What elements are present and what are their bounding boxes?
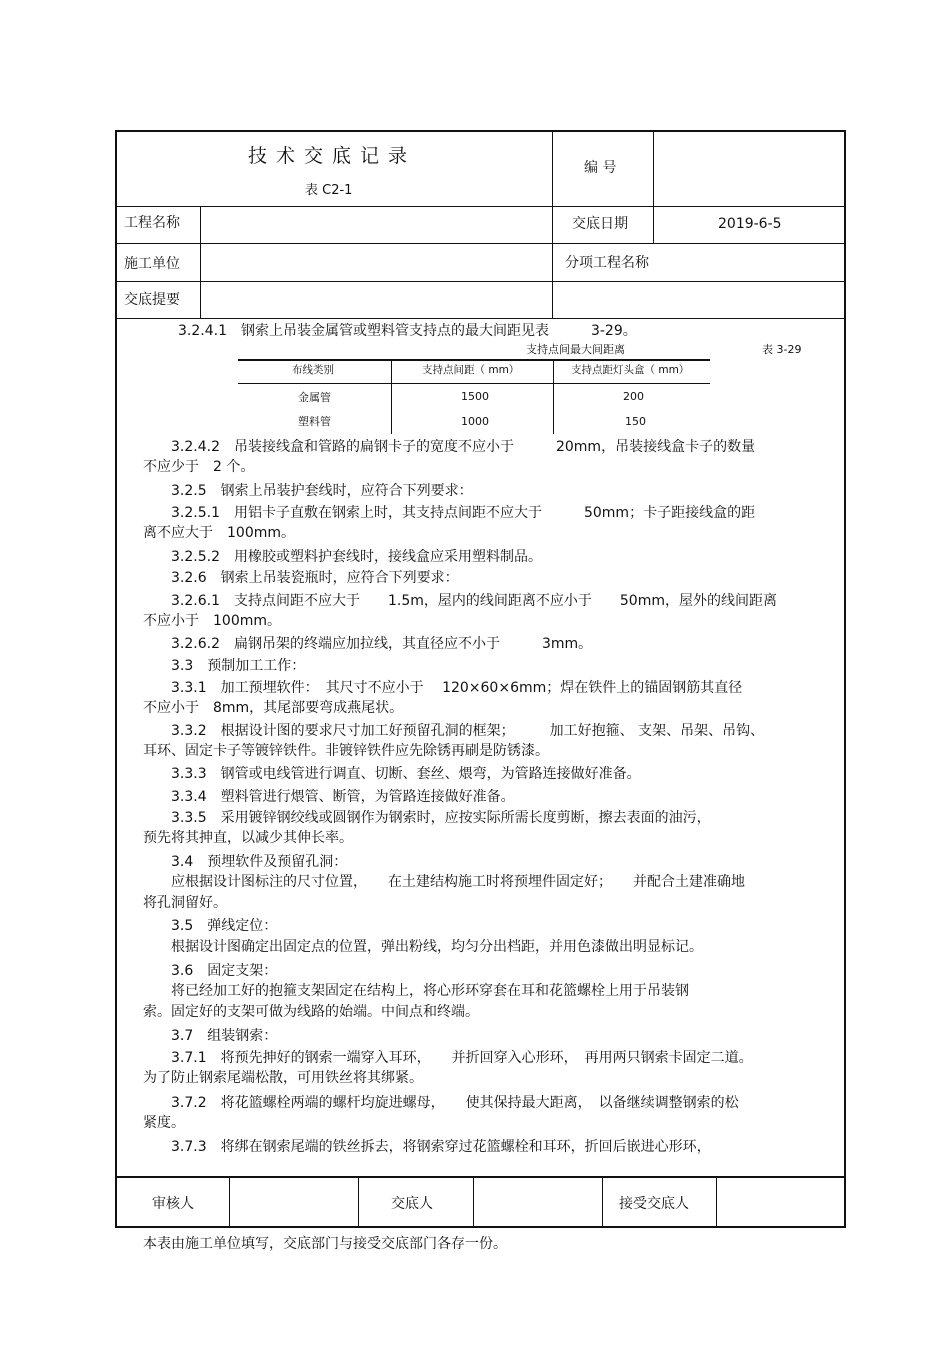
construction-unit-label: 施工单位	[124, 256, 180, 272]
body-line: 预先将其抻直，以减少其伸长率。	[143, 830, 353, 846]
divider	[358, 1177, 359, 1227]
inner-table-caption: 支持点间最大间距离	[526, 343, 625, 356]
inner-table-rule	[238, 383, 710, 384]
body-line: 不应少于 2 个。	[143, 459, 255, 475]
body-line: 3.3 预制加工工作：	[143, 658, 306, 674]
summary-label: 交底提要	[124, 292, 180, 308]
form-code: 表 C2-1	[305, 183, 353, 198]
body-line: 索。固定好的支架可做为线路的始端。中间点和终端。	[143, 1004, 479, 1020]
body-line: 3.2.5.1 用铝卡子直敷在钢索上时，其支持点间距不应大于 50mm；卡子距接线盒的距	[143, 505, 756, 521]
body-line: 不应小于 8mm，其尾部要弯成燕尾状。	[143, 700, 404, 716]
divider	[116, 206, 845, 207]
date-value[interactable]: 2019-6-5	[718, 216, 782, 232]
body-line: 3.5 弹线定位：	[143, 918, 278, 934]
inner-table-cell: 200	[623, 390, 644, 403]
body-line: 根据设计图确定出固定点的位置，弹出粉线，均匀分出档距，并用色漆做出明显标记。	[143, 939, 703, 955]
body-line: 应根据设计图标注的尺寸位置， 在土建结构施工时将预埋件固定好； 并配合土建准确地	[143, 874, 745, 890]
body-line: 3.7 组装钢索：	[143, 1028, 278, 1044]
body-line: 3.6 固定支架：	[143, 963, 278, 979]
footnote: 本表由施工单位填写，交底部门与接受交底部门各存一份。	[143, 1236, 507, 1252]
body-line: 3.2.6.1 支持点间距不应大于 1.5m，屋内的线间距离不应小于 50mm，屋外的线间距离	[143, 593, 777, 609]
inner-table-cell: 1500	[461, 390, 489, 403]
receiver-label: 接受交底人	[619, 1196, 689, 1212]
inner-table-cell: 塑料管	[298, 415, 331, 428]
inner-table-header: 支持点间距（ mm）	[422, 364, 520, 376]
body-line: 3.3.5 采用镀锌钢绞线或圆钢作为钢索时，应按实际所需长度剪断，擦去表面的油污，	[143, 810, 711, 826]
body-line: 3.3.2 根据设计图的要求尺寸加工好预留孔洞的框架； 加工好抱箍、 支架、吊架、吊钩、	[143, 723, 765, 739]
body-line: 3.3.1 加工预埋软件： 其尺寸不应小于 120×60×6mm；焊在铁件上的锚固钢筋其直径	[143, 680, 743, 696]
body-line: 3.3.3 钢管或电线管进行调直、切断、套丝、煨弯，为管路连接做好准备。	[143, 766, 641, 782]
divider	[229, 1177, 230, 1227]
divider	[473, 1177, 474, 1227]
body-line: 3.7.3 将绑在钢索尾端的铁丝拆去，将钢索穿过花篮螺栓和耳环，折回后嵌进心形环，	[143, 1139, 711, 1155]
subproject-label: 分项工程名称	[565, 255, 649, 271]
document-title: 技术交底记录	[248, 145, 417, 167]
inner-table-cell: 150	[625, 415, 646, 428]
body-line: 3.7.2 将花篮螺栓两端的螺杆均旋进螺母， 使其保持最大距离， 以备继续调整钢索的松	[143, 1095, 739, 1111]
date-label: 交底日期	[572, 216, 628, 232]
divider	[116, 318, 845, 319]
inner-table-number: 表 3-29	[762, 343, 802, 356]
body-line: 将孔洞留好。	[143, 895, 227, 911]
body-line: 3.2.5.2 用橡胶或塑料护套线时，接线盒应采用塑料制品。	[143, 549, 542, 565]
body-line: 不应小于 100mm。	[143, 613, 281, 629]
number-label: 编 号	[584, 160, 617, 176]
body-line: 紧度。	[143, 1115, 185, 1131]
inner-table-rule	[553, 359, 554, 434]
inner-table-rule	[391, 359, 392, 434]
body-line: 3.2.6.2 扁钢吊架的终端应加拉线，其直径应不小于 3mm。	[143, 636, 593, 652]
body-line: 3.7.1 将预先抻好的钢索一端穿入耳环， 并折回穿入心形环， 再用两只钢索卡固定二道。	[143, 1050, 753, 1066]
body-intro: 3.2.4.1 钢索上吊装金属管或塑料管支持点的最大间距见表 3-29。	[178, 323, 637, 339]
signature-row-rule	[116, 1176, 845, 1178]
body-line: 离不应大于 100mm。	[143, 525, 295, 541]
inner-table-cell: 1000	[461, 415, 489, 428]
body-line: 耳环、固定卡子等镀锌铁件。非镀锌铁件应先除锈再刷是防锈漆。	[143, 743, 549, 759]
inner-table-header: 布线类别	[292, 364, 334, 376]
inner-table-cell: 金属管	[298, 391, 331, 404]
inner-table-rule	[238, 359, 710, 361]
divider	[200, 206, 201, 318]
body-line: 3.3.4 塑料管进行煨管、断管，为管路连接做好准备。	[143, 789, 515, 805]
divider	[116, 281, 845, 282]
inner-table-header: 支持点距灯头盒（ mm）	[571, 364, 690, 376]
body-line: 3.4 预埋软件及预留孔洞：	[143, 854, 348, 870]
divider	[716, 1177, 717, 1227]
project-name-label: 工程名称	[124, 215, 180, 231]
body-line: 为了防止钢索尾端松散，可用铁丝将其绑紧。	[143, 1070, 423, 1086]
body-line: 3.2.5 钢索上吊装护套线时，应符合下列要求：	[143, 483, 473, 499]
discloser-label: 交底人	[391, 1196, 433, 1212]
divider	[653, 131, 654, 244]
divider	[602, 1177, 603, 1227]
body-line: 3.2.6 钢索上吊装瓷瓶时，应符合下列要求：	[143, 570, 459, 586]
divider	[116, 243, 845, 244]
body-line: 将已经加工好的抱箍支架固定在结构上，将心形环穿套在耳和花篮螺栓上用于吊装钢	[143, 983, 689, 999]
body-line: 3.2.4.2 吊装接线盒和管路的扁钢卡子的宽度不应小于 20mm，吊装接线盒卡子的数量	[143, 439, 756, 455]
reviewer-label: 审核人	[152, 1196, 194, 1212]
divider	[552, 131, 553, 318]
